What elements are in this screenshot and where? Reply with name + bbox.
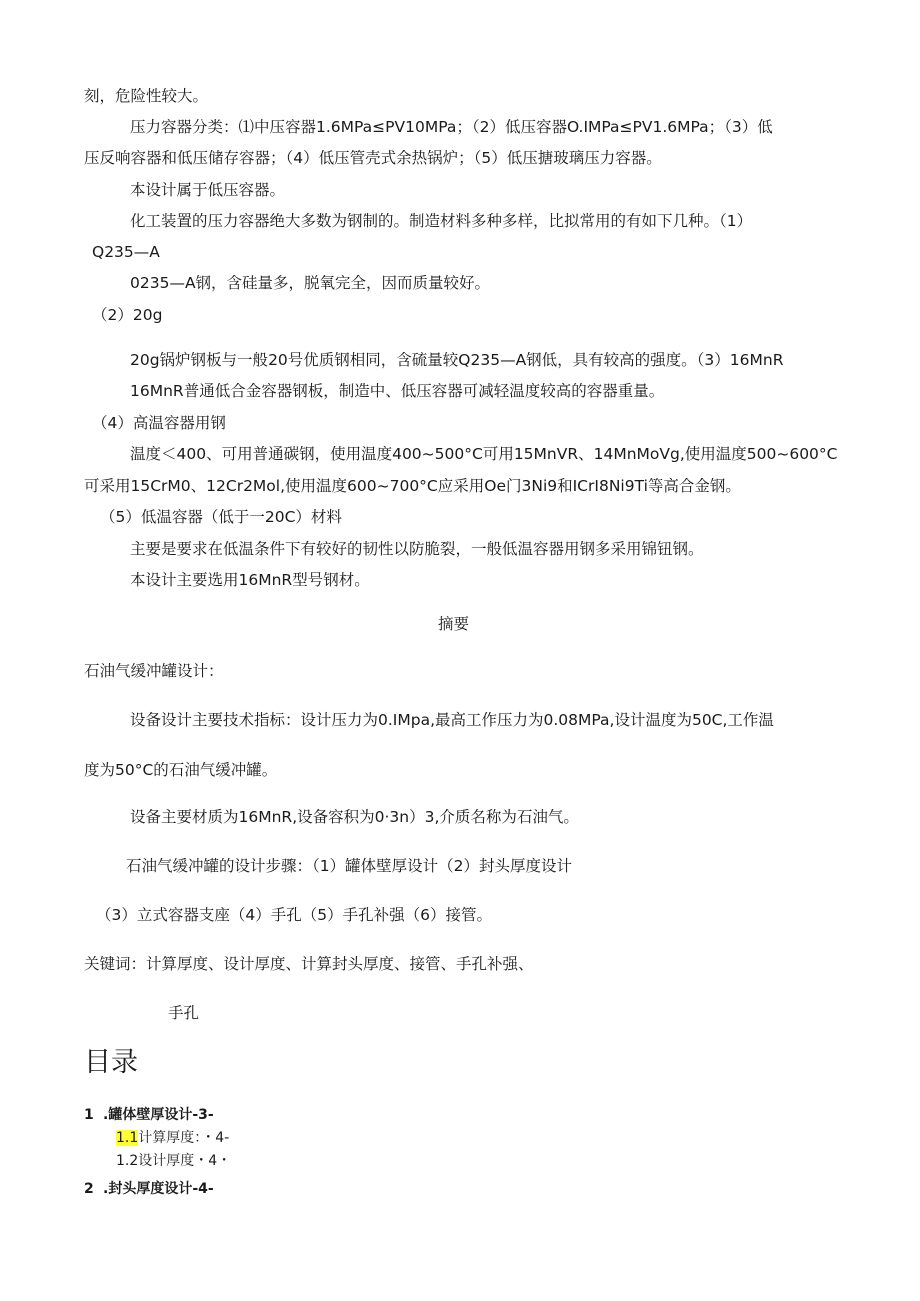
abstract-line: 度为50°C的石油气缓冲罐。 <box>84 761 278 779</box>
paragraph: 主要是要求在低温条件下有较好的韧性以防脆裂，一般低温容器用钢多采用锦钮钢。 <box>130 540 704 558</box>
toc-entry-1[interactable] <box>103 1106 214 1124</box>
abstract-heading: 摘要 <box>438 615 470 633</box>
toc-title: 目录 <box>84 1047 138 1078</box>
paragraph: （4）高温容器用钢 <box>92 414 226 432</box>
abstract-line: 设备主要材质为16MnR,设备容积为0·3n）3,介质名称为石油气。 <box>130 808 579 826</box>
toc-entry-1-1[interactable] <box>116 1129 229 1147</box>
toc-entry-label: 1.2设计厚度・4・ <box>116 1153 232 1169</box>
paragraph: 可采用15CrM0、12Cr2Mol,使用温度600~700°C应采用Oe门3Ni9和ICrI8Ni9Ti等高合金钢。 <box>84 477 741 495</box>
toc-entry-2[interactable] <box>103 1180 214 1198</box>
abstract-line: 石油气缓冲罐设计： <box>84 662 224 680</box>
abstract-line: 设备设计主要技术指标：设计压力为0.IMpa,最高工作压力为0.08MPa,设计温度为50C,工作温 <box>130 711 774 729</box>
toc-entry-number: 1 <box>84 1107 94 1123</box>
paragraph: 0235—A钢，含硅量多，脱氧完全，因而质量较好。 <box>130 274 491 292</box>
toc-entry-label: .封头厚度设计-4- <box>103 1181 214 1197</box>
paragraph: 20g锅炉钢板与一般20号优质钢相同，含硫量较Q235—A钢低，具有较高的强度。（3）16MnR <box>130 351 784 369</box>
paragraph: Q235—A <box>92 243 160 261</box>
paragraph: 温度＜400、可用普通碳钢，使用温度400~500°C可用15MnVR、14MnMoVg,使用温度500~600°C <box>130 445 838 463</box>
toc-entry-label: .罐体壁厚设计-3- <box>103 1107 214 1123</box>
paragraph: 本设计属于低压容器。 <box>130 181 286 199</box>
paragraph: 压反响容器和低压储存容器；（4）低压管壳式余热锅炉；（5）低压搪玻璃压力容器。 <box>84 149 662 167</box>
paragraph: 压力容器分类：⑴中压容器1.6MPa≤PV10MPa；（2）低压容器O.IMPa≤PV1.6MPa；（3）低 <box>130 118 773 136</box>
paragraph: 16MnR普通低合金容器钢板，制造中、低压容器可减轻温度较高的容器重量。 <box>130 382 665 400</box>
toc-entry-number: 2 <box>84 1181 94 1197</box>
paragraph: 本设计主要选用16MnR型号钢材。 <box>130 571 370 589</box>
paragraph: （2）20g <box>92 306 163 324</box>
toc-entry-number: 1.1 <box>116 1130 139 1146</box>
toc-entry-label: 计算厚度：・4- <box>138 1130 230 1146</box>
toc-entry-1-2[interactable] <box>116 1152 231 1170</box>
keywords-line: 关键词：计算厚度、设计厚度、计算封头厚度、接管、手孔补强、 <box>84 955 534 973</box>
paragraph: 化工装置的压力容器绝大多数为钢制的。制造材料多种多样，比拟常用的有如下几种。（1） <box>130 212 753 230</box>
abstract-line: 石油气缓冲罐的设计步骤：（1）罐体壁厚设计（2）封头厚度设计 <box>126 857 572 875</box>
paragraph: （5）低温容器（低于一20C）材料 <box>100 508 342 526</box>
abstract-line: （3）立式容器支座（4）手孔（5）手孔补强（6）接管。 <box>96 906 492 924</box>
paragraph: 刻，危险性较大。 <box>84 87 209 105</box>
keywords-continuation: 手孔 <box>168 1004 200 1022</box>
